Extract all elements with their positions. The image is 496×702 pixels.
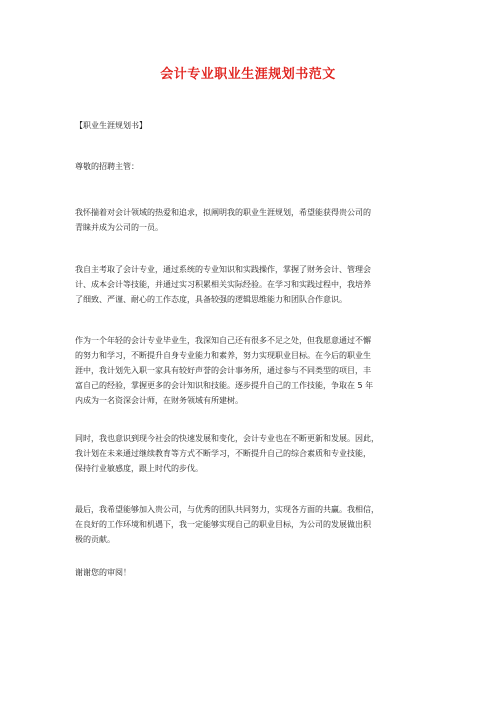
paragraph-line: 的努力和学习，不断提升自身专业能力和素养，努力实现职业目标。在今后的职业生: [75, 351, 371, 360]
paragraph-2: [75, 262, 440, 307]
paragraph-line: 我计划在未来通过继续教育等方式不断学习，不断提升自己的综合素质和专业技能，: [75, 449, 371, 458]
paragraph-line: 我自主考取了会计专业，通过系统的专业知识和实践操作，掌握了财务会计、管理会: [75, 265, 371, 274]
paragraph-line: 青睐并成为公司的一员。: [75, 223, 163, 232]
section-tag: 【职业生涯规划书】: [75, 121, 147, 130]
paragraph-4: [75, 431, 440, 476]
closing-line: 谢谢您的审阅！: [75, 568, 131, 577]
paragraph-line: 了细致、严谨、耐心的工作态度，具备较强的逻辑思维能力和团队合作意识。: [75, 295, 347, 304]
paragraph-line: 作为一个年轻的会计专业毕业生，我深知自己还有很多不足之处，但我愿意通过不懈: [75, 336, 371, 345]
paragraph-line: 内成为一名资深会计师，在财务领域有所建树。: [75, 396, 243, 405]
paragraph-line: 富自己的经验，掌握更多的会计知识和技能。逐步提升自己的工作技能，争取在 5 年: [75, 381, 374, 390]
paragraph-line: 涯中，我计划先入职一家具有较好声誉的会计事务所，通过参与不同类型的项目，丰: [75, 366, 371, 375]
paragraph-line: 我怀揣着对会计领域的热爱和追求，拟阐明我的职业生涯规划，希望能获得贵公司的: [75, 208, 371, 217]
paragraph-line: 在良好的工作环境和机遇下，我一定能够实现自己的职业目标，为公司的发展做出积: [75, 520, 371, 529]
paragraph-line: 极的贡献。: [75, 535, 115, 544]
salutation: 尊敬的招聘主管：: [75, 162, 139, 171]
paragraph-5: [75, 502, 440, 547]
paragraph-line: 最后，我希望能够加入贵公司，与优秀的团队共同努力，实现各方面的共赢。我相信，: [75, 505, 379, 514]
paragraph-1: [75, 205, 440, 235]
paragraph-3: [75, 333, 440, 408]
paragraph-line: 保持行业敏感度，跟上时代的步伐。: [75, 464, 203, 473]
paragraph-line: 计、成本会计等技能，并通过实习积累相关实际经验。在学习和实践过程中，我培养: [75, 280, 371, 289]
document-title: 会计专业职业生涯规划书范文: [160, 67, 336, 82]
paragraph-line: 同时，我也意识到现今社会的快速发展和变化，会计专业也在不断更新和发展。因此，: [75, 434, 379, 443]
